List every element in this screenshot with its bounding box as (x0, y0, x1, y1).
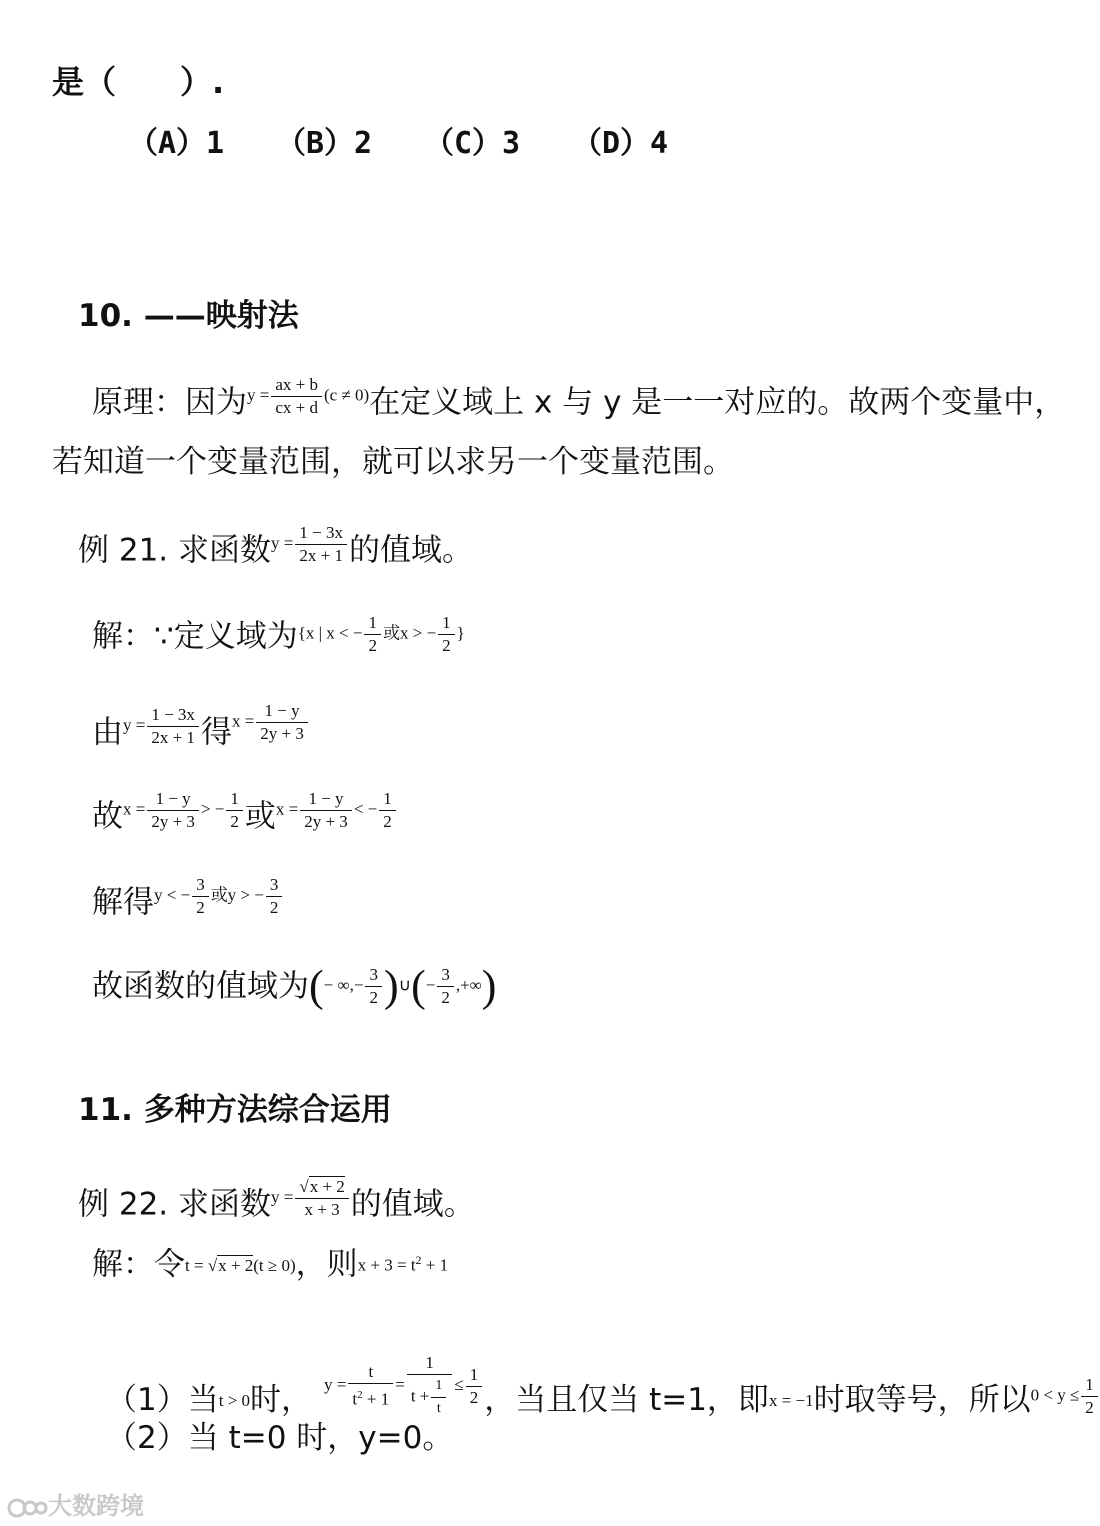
question-tail: 是（ ）. (52, 63, 225, 101)
inverse-y-formula: y = $\frac{1 - 3x}{2x + 1}$ (123, 704, 201, 749)
principle-label: 原理：因为 (92, 384, 247, 421)
example-21-formula: y = $\frac{1 - 3x}{2x + 1}$ (271, 522, 349, 567)
option-c: （C）3 (424, 126, 521, 161)
principle-text: 在定义域上 x 与 y 是一一对应的。故两个变量中， (369, 384, 1066, 421)
case-1-formula: y = $\frac{t}{t^2 + 1}$ = 1 t + $\frac{1}{t}$ ≤ $\frac{1}{2}$ (324, 1352, 484, 1420)
option-d: （D）4 (572, 126, 669, 161)
example-22-formula: y = $\frac{√x + 2}{x + 3}$ (271, 1176, 351, 1221)
inequality-gt: x = $\frac{1 - y}{2y + 3}$ > − $\frac{1}{2}$ (123, 788, 245, 833)
range-formula: (− ∞,− $\frac{3}{2}$ )∪(− $\frac{3}{2}$ ,+∞) (309, 961, 497, 1011)
case-2-line: （2）当 t=0 时，y=0。 (106, 1420, 454, 1456)
inequality-lt: x = $\frac{1 - y}{2y + 3}$ < − $\frac{1}{2}$ (276, 788, 398, 833)
option-a: （A）1 (128, 126, 225, 161)
principle-line-2: 若知道一个变量范围，就可以求另一个变量范围。 (52, 444, 734, 480)
watermark: 大数跨境 (8, 1486, 144, 1521)
domain-line: 解：∵定义域为{x | x < − $\frac{1}{2}$ 或x > − $\frac{1}{2}$ } (92, 613, 465, 655)
domain-set: {x | x < − $\frac{1}{2}$ 或x > − $\frac{1}{2}$ } (297, 613, 465, 655)
t-definition: t = √x + 2(t ≥ 0) (185, 1255, 296, 1275)
t-positive: t > 0 (218, 1390, 251, 1410)
x-in-t: $x + 3 = t^2 + 1$ (357, 1253, 449, 1275)
section-10-heading: 10. ——映射法 (78, 298, 299, 334)
solved-y-range: y < − $\frac{3}{2}$ 或y > − $\frac{3}{2}$ (154, 874, 284, 919)
mapping-formula: y = $\frac{ax + b}{cx + d}$ (c ≠ 0) (247, 375, 370, 417)
example-21: 例 21. 求函数y = $\frac{1 - 3x}{2x + 1}$ 的值域。 (78, 523, 473, 569)
solved-line: 解得y < − $\frac{3}{2}$ 或y > − $\frac{3}{2}$ (92, 874, 284, 922)
section-11-heading: 11. 多种方法综合运用 (78, 1092, 392, 1128)
option-b: （B）2 (276, 126, 373, 161)
inverse-line: 由y = $\frac{1 - 3x}{2x + 1}$ 得x = $\frac{1 - y}{2y + 3}$ (92, 700, 310, 752)
substitution-line: 解：令t = √x + 2(t ≥ 0)，则$x + 3 = t^2 + 1$ (92, 1240, 448, 1286)
x-equals: x = −1 (768, 1390, 814, 1410)
inverse-x-formula: x = $\frac{1 - y}{2y + 3}$ (232, 700, 310, 745)
inequality-line: 故x = $\frac{1 - y}{2y + 3}$ > − $\frac{1}{2}$ 或x = $\frac{1 - y}{2y + 3}$ < − $\frac{1}{2}$ (92, 788, 398, 836)
range-line: 故函数的值域为(− ∞,− $\frac{3}{2}$ )∪(− $\frac{3}{2}$ ,+∞) (92, 961, 497, 1011)
principle-line-1 (92, 374, 1065, 422)
example-22: 例 22. 求函数y = $\frac{√x + 2}{x + 3}$ 的值域。 (78, 1177, 475, 1223)
case-1-line: （1）当t > 0时， y = $\frac{t}{t^2 + 1}$ = 1 t + $\frac{1}{t}$ ≤ $\frac{1}{2}$ ，当且仅当 t=1，即x = −1时取等号，所以0 < y ≤ $\frac{1}{2}$ (106, 1352, 1100, 1421)
y-range-result: 0 < y ≤ $\frac{1}{2}$ (1031, 1374, 1100, 1419)
brand-logo-icon (8, 1494, 48, 1520)
